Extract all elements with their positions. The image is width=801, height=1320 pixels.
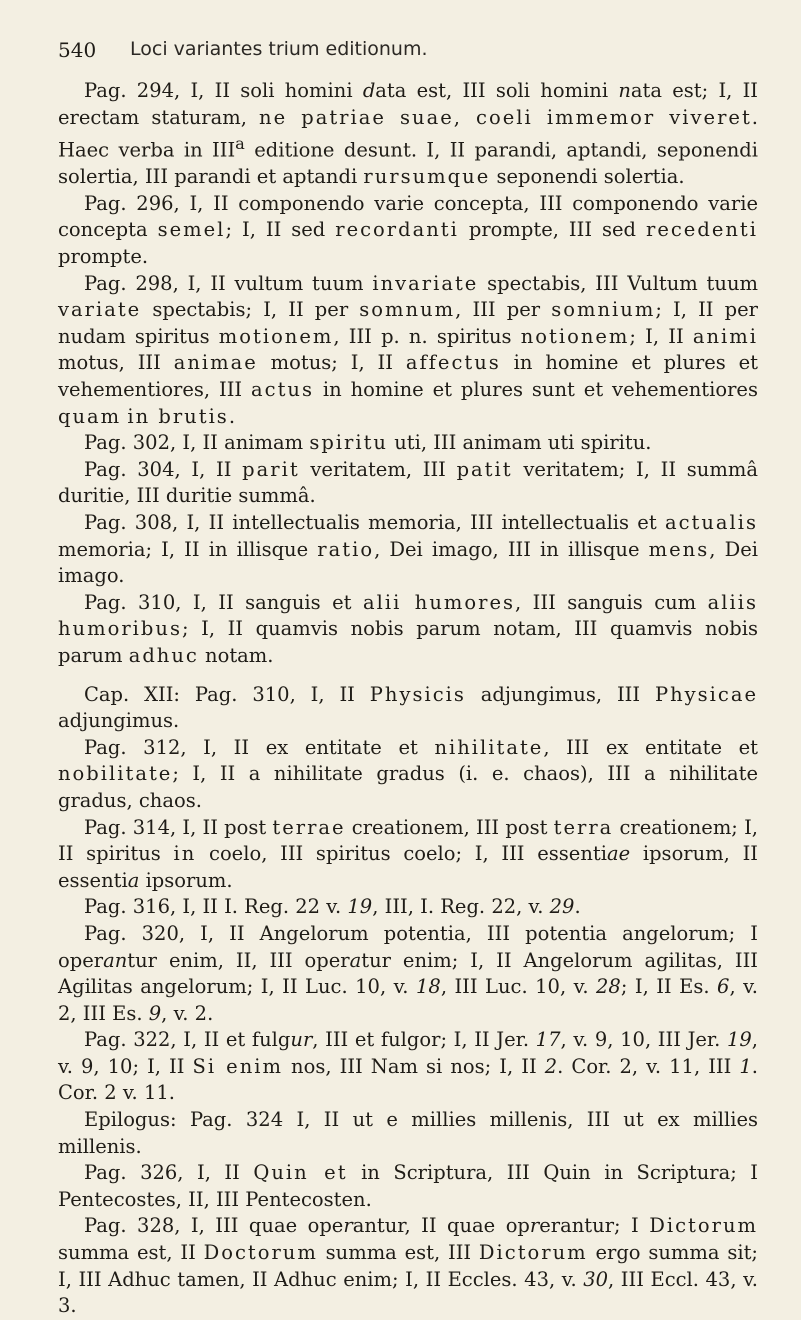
spaced-emphasis: Si enim bbox=[192, 1054, 283, 1078]
italic-emphasis: d bbox=[362, 79, 376, 102]
page-header bbox=[58, 38, 758, 78]
running-title: Loci variantes trium editionum. bbox=[130, 38, 428, 60]
spaced-emphasis: variate bbox=[58, 298, 142, 322]
spaced-emphasis: invariate bbox=[372, 271, 479, 295]
variant-paragraph: Pag. 328, I, III quae operantur, II quae oprerantur; I Dictorum summa est, II Doctorum summa est, III Dictorum ergo summa sit; I, III Adhuc tamen, II Adhuc enim; I, II Eccles. 43, v. 30, III Eccl. 43, v. 3. bbox=[58, 1214, 758, 1318]
spaced-emphasis: Physicae bbox=[654, 682, 759, 706]
superscript: a bbox=[235, 134, 245, 154]
spaced-emphasis: terra bbox=[553, 815, 614, 839]
spaced-emphasis: motionem bbox=[218, 324, 334, 348]
variant-paragraph: Pag. 308, I, II intellectualis memoria, III intellectualis et actualis memoria; I, II in illisque ratio, Dei imago, III in illisque mens, Dei imago. bbox=[58, 511, 759, 588]
italic-emphasis: 19 bbox=[347, 895, 373, 919]
spaced-emphasis: ne patriae suae, coeli immemor viveret bbox=[259, 105, 752, 129]
spaced-emphasis: actus bbox=[251, 378, 314, 402]
italic-emphasis: a bbox=[349, 948, 362, 972]
italic-emphasis: a bbox=[127, 868, 140, 892]
spaced-emphasis: Quin et bbox=[253, 1161, 348, 1185]
italic-emphasis: 6 bbox=[717, 975, 730, 999]
spaced-emphasis: actualis bbox=[664, 511, 758, 534]
body-text bbox=[58, 78, 758, 1320]
italic-emphasis: 30 bbox=[583, 1267, 609, 1291]
spaced-emphasis: terrae bbox=[272, 815, 346, 839]
spaced-emphasis: aliis humoribus bbox=[58, 590, 758, 641]
italic-emphasis: 2 bbox=[544, 1054, 558, 1078]
variant-paragraph: Pag. 298, I, II vultum tuum invariate spectabis, III Vultum tuum variate spectabis; I, II per somnum, III per somnium; I, II per nudam spiritus motionem, III p. n. spiritus notionem; I, II animi motus, III animae motus; I, II affectus in homine et plures et vehementiores, III actus in homine et plures sunt et vehementiores quam in brutis. bbox=[58, 271, 759, 428]
variant-paragraph: Pag. 302, I, II animam spiritu uti, III animam uti spiritu. bbox=[84, 431, 652, 455]
spaced-emphasis: notionem bbox=[520, 324, 630, 348]
spaced-emphasis: nihilitate bbox=[434, 735, 544, 759]
spaced-emphasis: recordanti bbox=[335, 218, 459, 242]
spaced-emphasis: mens bbox=[648, 537, 710, 561]
spaced-emphasis: Doctorum bbox=[203, 1241, 318, 1265]
italic-emphasis: ae bbox=[606, 842, 631, 866]
spaced-emphasis: rursumque bbox=[363, 165, 491, 189]
spaced-emphasis: parit bbox=[242, 457, 300, 481]
italic-emphasis: ur bbox=[290, 1028, 313, 1052]
spaced-emphasis: nobilitate bbox=[58, 762, 173, 786]
italic-emphasis: 17 bbox=[535, 1028, 561, 1052]
spaced-emphasis: animi bbox=[692, 324, 758, 348]
variant-paragraph: Pag. 304, I, II parit veritatem, III patit veritatem; I, II summâ duritie, III duritie summâ. bbox=[58, 457, 758, 508]
spaced-emphasis: animae bbox=[173, 351, 258, 375]
variant-paragraph: Pag. 326, I, II Quin et in Scriptura, III Quin in Scriptura; I Pentecostes, II, III Pentecosten. bbox=[58, 1161, 758, 1211]
spaced-emphasis: Dictorum bbox=[478, 1241, 588, 1265]
spaced-emphasis: recedenti bbox=[646, 218, 758, 242]
italic-emphasis: 19 bbox=[726, 1028, 752, 1052]
spaced-emphasis: somnum bbox=[359, 298, 456, 322]
italic-emphasis: an bbox=[103, 948, 128, 972]
variant-paragraph: Pag. 296, I, II componendo varie concepta, III componendo varie concepta semel; I, II sed recordanti prompte, III sed recedenti prompte. bbox=[58, 191, 758, 269]
spaced-emphasis: semel bbox=[157, 218, 226, 242]
spaced-emphasis: somnium bbox=[551, 298, 656, 322]
spaced-emphasis: alii humores bbox=[362, 590, 515, 614]
spaced-emphasis: ratio bbox=[317, 537, 375, 561]
variant-paragraph: Pag. 316, I, II I. Reg. 22 v. 19, III, I. Reg. 22, v. 29. bbox=[84, 895, 581, 919]
italic-emphasis: r bbox=[343, 1214, 353, 1238]
variant-paragraph: Pag. 320, I, II Angelorum potentia, III potentia angelorum; I operantur enim, II, III operatur enim; I, II Angelorum agilitas, III Agilitas angelorum; I, II Luc. 10, v. 18, III Luc. 10, v. 28; I, II Es. 6, v. 2, III Es. 9, v. 2. bbox=[58, 921, 759, 1025]
italic-emphasis: 18 bbox=[415, 975, 441, 999]
spaced-emphasis: quam bbox=[58, 404, 122, 428]
spaced-emphasis: in brutis bbox=[127, 404, 229, 428]
variant-paragraph: Epilogus: Pag. 324 I, II ut e millies millenis, III ut ex millies millenis. bbox=[58, 1108, 758, 1158]
spaced-emphasis: Physicis bbox=[369, 682, 466, 706]
variant-paragraph: Cap. XII: Pag. 310, I, II Physicis adjungimus, III Physicae adjungimus. bbox=[58, 682, 759, 733]
spaced-emphasis: affectus bbox=[405, 351, 501, 375]
spaced-emphasis: in bbox=[173, 842, 197, 866]
spaced-emphasis: Dictorum bbox=[649, 1214, 758, 1238]
variant-paragraph: Pag. 322, I, II et fulgur, III et fulgor; I, II Jer. 17, v. 9, 10, III Jer. 19, v. 9, 10; I, II Si enim nos, III Nam si nos; I, II 2. Cor. 2, v. 11, III 1. Cor. 2 v. 11. bbox=[58, 1028, 758, 1105]
italic-emphasis: 1 bbox=[739, 1054, 752, 1078]
variant-paragraph: Pag. 312, I, II ex entitate et nihilitate, III ex entitate et nobilitate; I, II a nihilitate gradus (i. e. chaos), III a nihilitate gradus, chaos. bbox=[58, 735, 758, 812]
italic-emphasis: n bbox=[618, 79, 631, 102]
spaced-emphasis: patit bbox=[456, 457, 513, 481]
italic-emphasis: r bbox=[529, 1214, 540, 1238]
variant-paragraph: Pag. 310, I, II sanguis et alii humores, III sanguis cum aliis humoribus; I, II quamvis nobis parum notam, III quamvis nobis parum adhuc notam. bbox=[58, 590, 758, 667]
document-page bbox=[58, 38, 758, 1320]
italic-emphasis: 28 bbox=[596, 975, 621, 999]
variant-paragraph: Pag. 314, I, II post terrae creationem, III post terra creationem; I, II spiritus in coelo, III spiritus coelo; I, III essentiae ipsorum, II essentia ipsorum. bbox=[58, 815, 758, 892]
page-number: 540 bbox=[58, 38, 97, 62]
spaced-emphasis: spiritu bbox=[309, 431, 388, 455]
italic-emphasis: 29 bbox=[549, 895, 575, 919]
spaced-emphasis: adhuc bbox=[128, 643, 199, 667]
variant-paragraph: Pag. 294, I, II soli homini data est, III soli homini nata est; I, II erectam staturam, ne patriae suae, coeli immemor viveret. Haec verba in III$^a$ editione desunt. I, II parandi, aptandi, seponendi solertia, III parandi et aptandi rursumque seponendi solertia. bbox=[58, 79, 759, 189]
italic-emphasis: 9 bbox=[148, 1001, 162, 1025]
